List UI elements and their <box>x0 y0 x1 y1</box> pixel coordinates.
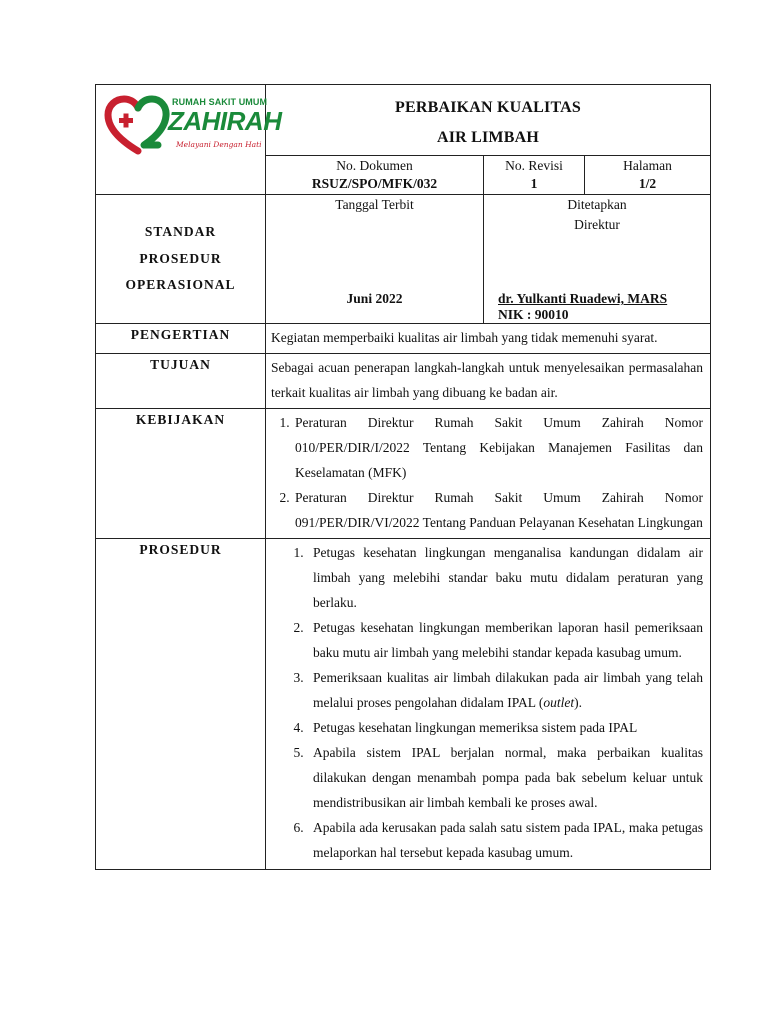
revision-label: No. Revisi <box>505 158 563 173</box>
revision-value: 1 <box>530 176 538 191</box>
sop-title-cell <box>96 195 266 324</box>
logo-org-line: RUMAH SAKIT UMUM <box>172 97 268 107</box>
list-item-suffix: ). <box>574 695 582 710</box>
list-item: 1. Petugas kesehatan lingkungan menganalisa kandungan didalam air limbah yang melebihi standar baku mutu didalam peraturan yang berlaku. <box>307 540 703 615</box>
prosedur-list <box>271 540 703 865</box>
list-item: 2. Peraturan Direktur Rumah Sakit Umum Zahirah Nomor 091/PER/DIR/VI/2022 Tentang Panduan Pelayanan Kesehatan Lingkungan <box>293 485 703 535</box>
list-item: 2. Petugas kesehatan lingkungan memberikan laporan hasil pemeriksaan baku mutu air limbah yang melebihi standar kepada kasubag umum. <box>307 615 703 665</box>
logo-name: ZAHIRAH <box>168 106 282 136</box>
approval-label: Ditetapkan <box>567 197 627 212</box>
approval-cell <box>484 195 711 324</box>
tujuan-text: Sebagai acuan penerapan langkah-langkah untuk menyelesaikan permasalahan terkait kualitas air limbah yang dibuang ke badan air. <box>266 354 711 409</box>
doc-number-cell <box>266 156 484 195</box>
issue-date-cell <box>266 195 484 324</box>
list-item-italic: outlet <box>543 695 575 710</box>
pengertian-text: Kegiatan memperbaiki kualitas air limbah yang tidak memenuhi syarat. <box>266 324 711 354</box>
doc-number-value: RSUZ/SPO/MFK/032 <box>311 176 438 191</box>
list-item: 6. Apabila ada kerusakan pada salah satu sistem pada IPAL, maka petugas melaporkan hal tersebut kepada kasubag umum. <box>307 815 703 865</box>
approval-role: Direktur <box>574 217 620 232</box>
page-value: 1/2 <box>638 176 657 191</box>
list-item: 5. Apabila sistem IPAL berjalan normal, maka perbaikan kualitas dilakukan dengan menambah pompa pada bak sebelum keluar untuk mendistribusikan air limbah kembali ke proses awal. <box>307 740 703 815</box>
list-item <box>307 665 703 715</box>
kebijakan-list <box>271 410 703 535</box>
revision-cell <box>484 156 585 195</box>
sop-line-3: OPERASIONAL <box>125 277 236 292</box>
heart-cross-icon <box>104 95 172 157</box>
list-item: 4. Petugas kesehatan lingkungan memeriksa sistem pada IPAL <box>307 715 703 740</box>
issue-date-label: Tanggal Terbit <box>335 197 414 212</box>
issue-date-value: Juni 2022 <box>346 291 403 306</box>
document-title-line2: AIR LIMBAH <box>437 129 540 146</box>
prosedur-content <box>266 539 711 870</box>
pengertian-label: PENGERTIAN <box>96 324 266 354</box>
director-name: dr. Yulkanti Ruadewi, MARS <box>498 291 668 306</box>
page-cell <box>585 156 711 195</box>
sop-table <box>95 84 711 870</box>
sop-document <box>95 84 710 870</box>
title-cell <box>266 85 711 156</box>
list-item-text: Pemeriksaan kualitas air limbah dilakukan pada air limbah yang telah melalui proses pengolahan didalam IPAL ( <box>313 670 704 710</box>
tujuan-label: TUJUAN <box>96 354 266 409</box>
sop-line-2: PROSEDUR <box>139 250 222 266</box>
kebijakan-label: KEBIJAKAN <box>96 409 266 539</box>
prosedur-label: PROSEDUR <box>96 539 266 870</box>
hospital-logo <box>104 95 282 157</box>
logo-tagline: Melayani Dengan Hati <box>176 140 262 149</box>
logo-cell <box>96 85 282 195</box>
doc-number-label: No. Dokumen <box>336 158 413 173</box>
sop-line-1: STANDAR <box>144 224 217 239</box>
document-title-line1: PERBAIKAN KUALITAS <box>395 99 581 116</box>
director-nik: NIK : 90010 <box>498 307 569 322</box>
list-item: 1. Peraturan Direktur Rumah Sakit Umum Zahirah Nomor 010/PER/DIR/I/2022 Tentang Kebijakan Manajemen Fasilitas dan Keselamatan (MFK) <box>293 410 703 485</box>
page-label: Halaman <box>623 158 672 173</box>
kebijakan-content <box>266 409 711 539</box>
